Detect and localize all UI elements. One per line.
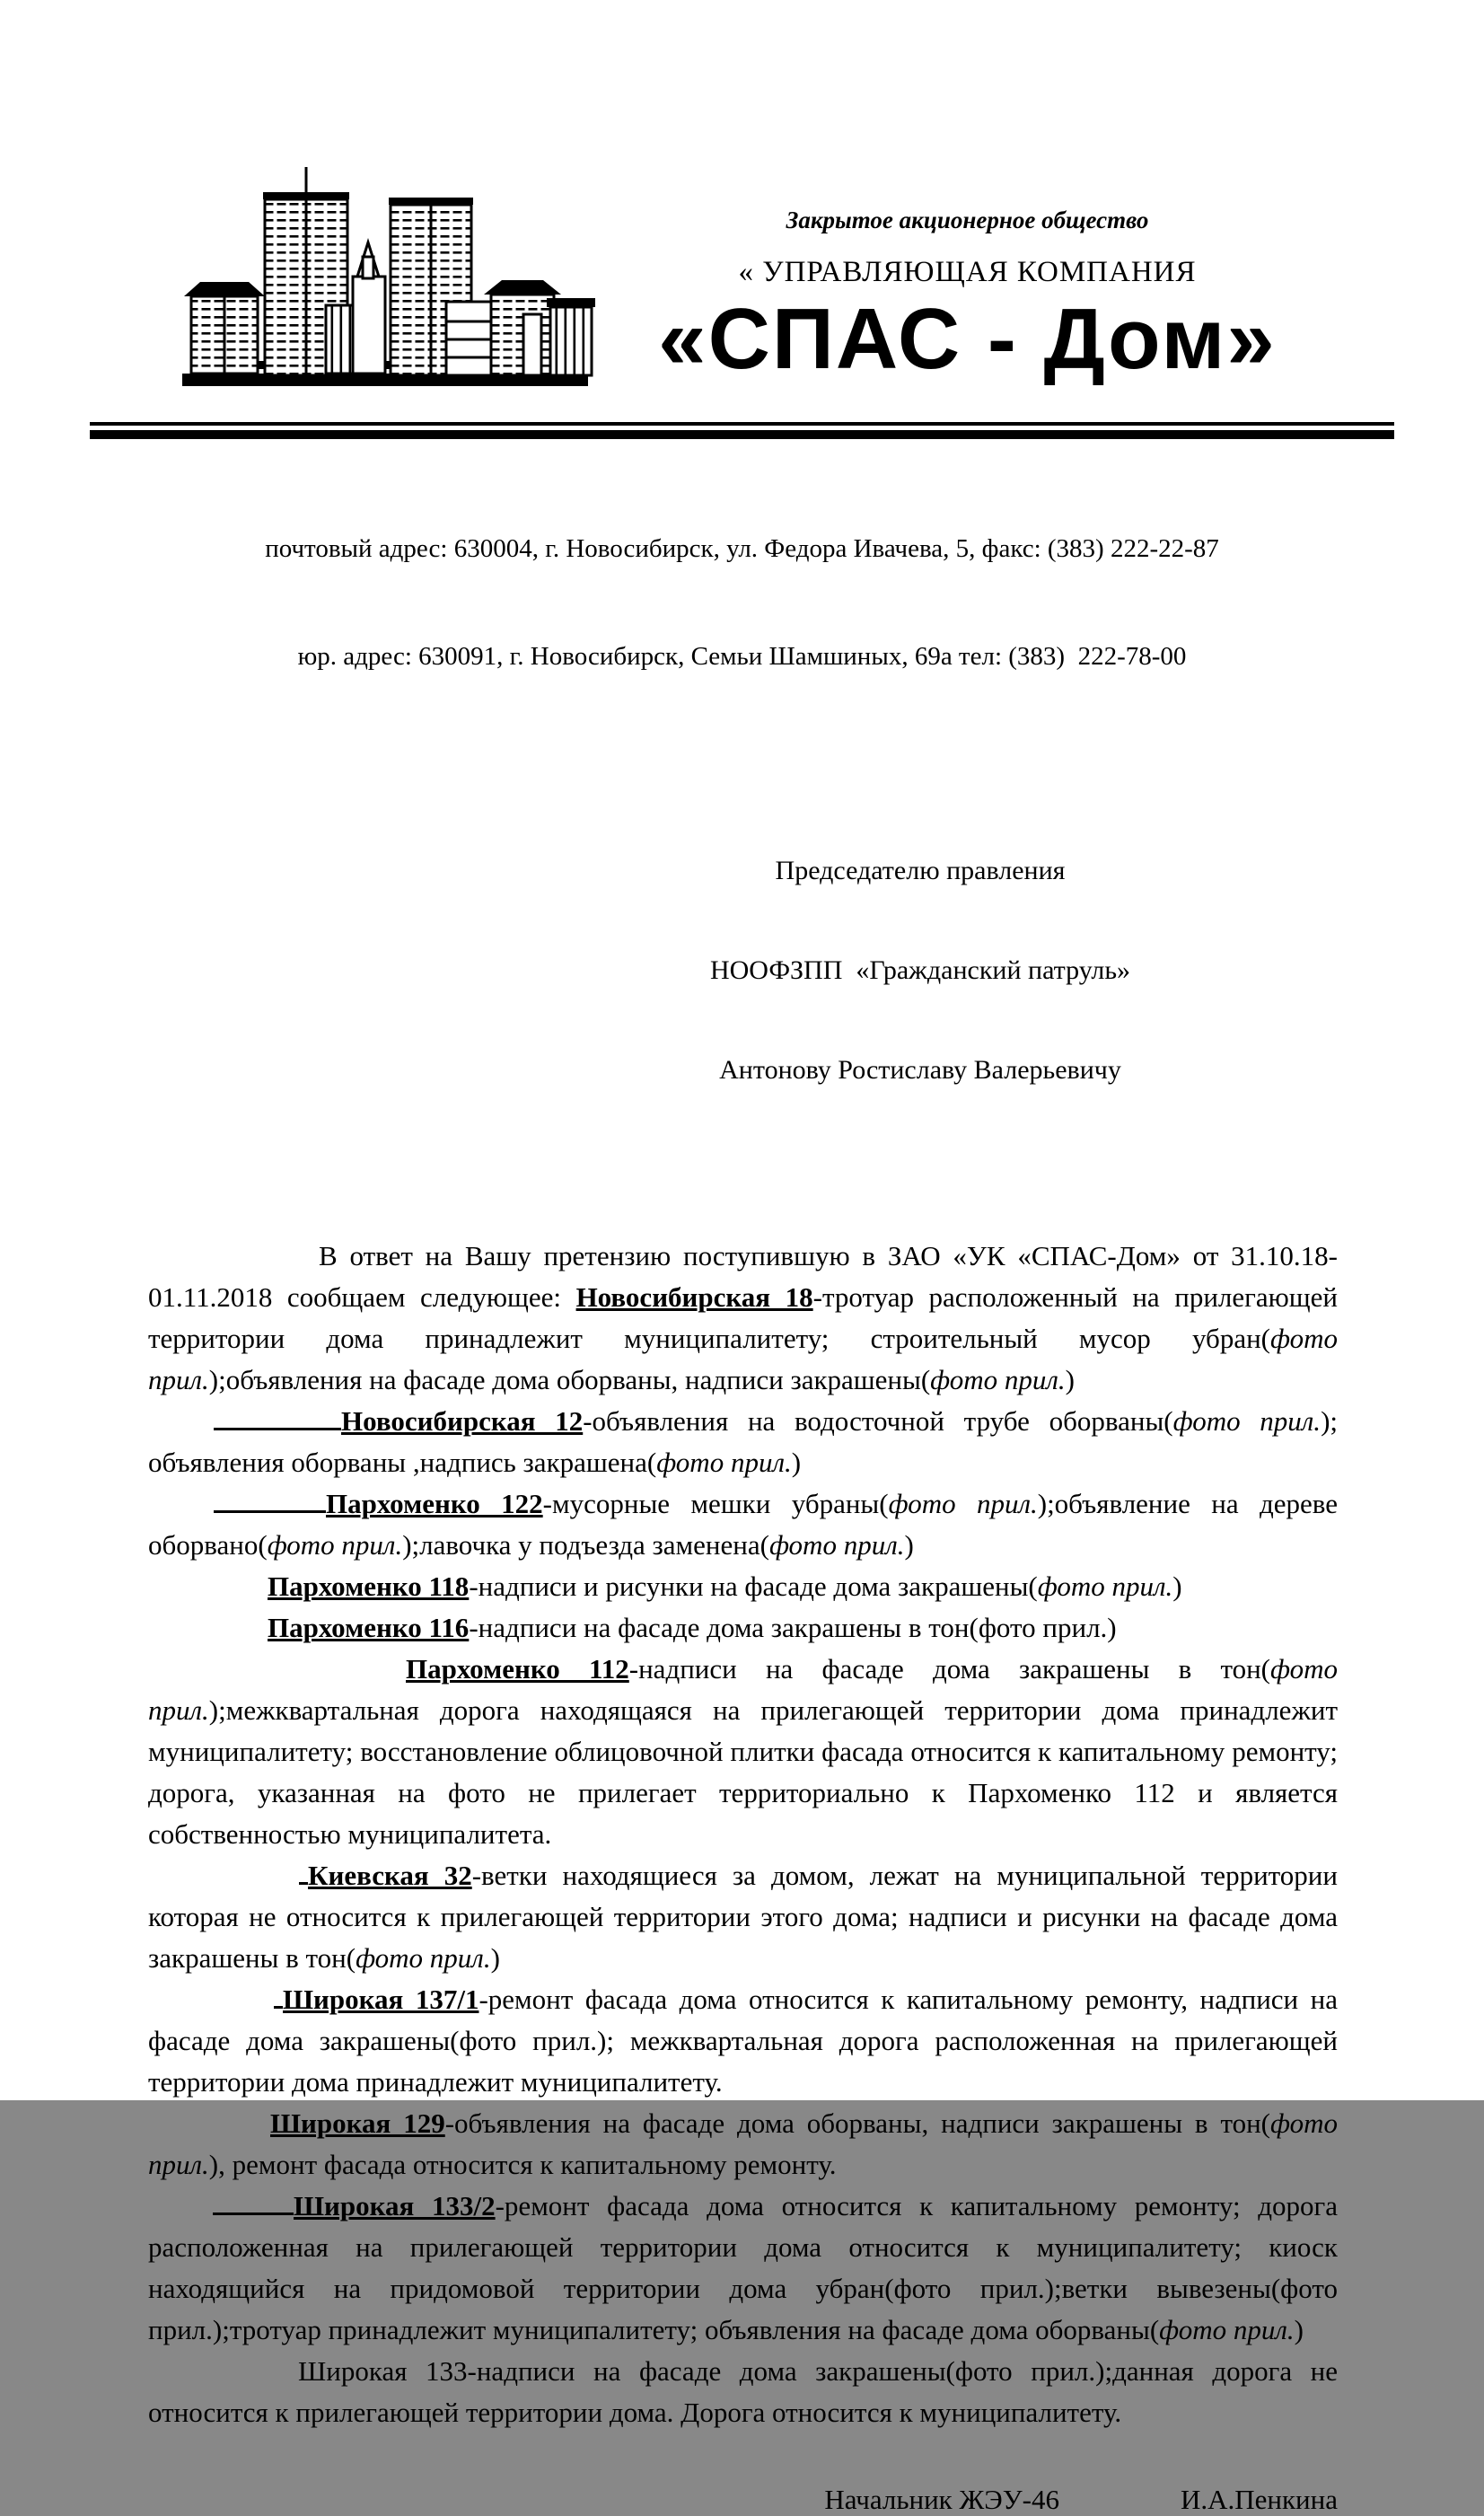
text-segment: фото прил.	[930, 1364, 1066, 1395]
letter-body	[148, 1236, 1338, 2433]
letterhead-divider	[90, 422, 1394, 439]
text-segment: Широкая 129	[270, 2107, 445, 2139]
text-segment: В ответ на Вашу претензию поступившую в ЗАО «УК «СПАС-Дом» от 31.10.18-01.11.2018 сообщаем следующее:	[148, 1240, 1338, 1313]
text-segment: фото прил.	[768, 1529, 905, 1561]
paragraph	[148, 1483, 1338, 1566]
recipient-line: Председателю правления	[775, 856, 1066, 885]
company-line: « УПРАВЛЯЮЩАЯ КОМПАНИЯ	[738, 256, 1197, 288]
text-segment: );межквартальная дорога находящаяся на прилегающей территории дома принадлежит муниципалитету; восстановление облицовочной плитки фасада относится к капитальному ремонту; дорога, указанная на фото не прилегает территориально к Пархоменко 112 и является собственностью муниципалитета.	[148, 1694, 1338, 1850]
text-segment: -мусорные мешки убраны(	[542, 1488, 889, 1519]
text-segment: Широкая 133-надписи на фасаде дома закрашены(фото прил.);данная дорога не относится к прилегающей территории дома. Дорога относится к муниципалитету.	[148, 2355, 1338, 2428]
text-segment: -объявления на водосточной трубе оборваны(	[583, 1405, 1173, 1437]
text-segment: фото прил.	[267, 1529, 403, 1561]
company-name: «СПАС - Дом»	[658, 291, 1277, 387]
text-segment: фото прил.	[1172, 1405, 1322, 1437]
recipient-line: Антонову Ростиславу Валерьевичу	[719, 1055, 1121, 1085]
paragraph	[148, 2186, 1338, 2351]
text-segment: фото прил.	[148, 2107, 1339, 2180]
text-segment: ), ремонт фасада относится к капитальному ремонту.	[208, 2149, 837, 2180]
text-segment: фото прил.	[1037, 1570, 1173, 1602]
tab-underline	[214, 1509, 326, 1513]
text-segment: -надписи на фасаде дома закрашены в тон(фото прил.)	[469, 1612, 1117, 1643]
tab-underline	[214, 1426, 341, 1430]
paragraph	[148, 2103, 1338, 2186]
divider-thin-line	[90, 422, 1394, 426]
text-segment: фото прил.	[1159, 2314, 1295, 2345]
tab-underline	[299, 1880, 308, 1885]
letterhead-text	[593, 160, 1342, 387]
recipient-line: НООФЗПП «Гражданский патруль»	[709, 955, 1131, 985]
text-segment: Киевская 32	[308, 1860, 472, 1891]
text-segment: фото прил.	[888, 1488, 1038, 1519]
paragraph	[148, 2351, 1338, 2433]
text-segment: фото прил.	[148, 1653, 1338, 1726]
signature-block	[148, 2484, 1338, 2516]
text-segment: );лавочка у подъезда заменена(	[402, 1529, 769, 1561]
paragraph	[148, 1979, 1338, 2103]
text-segment: фото прил.	[656, 1447, 792, 1478]
signature-position: Начальник ЖЭУ-46	[824, 2484, 1059, 2515]
text-segment: -ветки находящиеся за домом, лежат на муниципальной территории которая не относится к прилегающей территории этого дома; надписи и рисунки на фасаде дома закрашены в тон(	[148, 1860, 1338, 1974]
city-skyline-icon	[175, 160, 597, 400]
text-segment: -тротуар расположенный на прилегающей территории дома принадлежит муниципалитету; строительный мусор убран(	[148, 1281, 1338, 1354]
paragraph	[148, 1855, 1338, 1979]
text-segment: )	[1172, 1570, 1182, 1602]
text-segment: фото прил.	[148, 1323, 1338, 1395]
text-segment: Пархоменко 118	[268, 1570, 470, 1602]
text-segment: )	[904, 1529, 914, 1561]
text-segment: -объявления на фасаде дома оборваны, надписи закрашены в тон(	[444, 2107, 1271, 2139]
text-segment: )	[490, 1942, 500, 1974]
paragraph	[148, 1607, 1338, 1649]
letterhead	[0, 0, 1484, 404]
tab-underline	[213, 2211, 294, 2215]
text-segment: Широкая 137/1	[283, 1984, 479, 2015]
postal-address: почтовый адрес: 630004, г. Новосибирск, ул. Федора Ивачева, 5, факс: (383) 222-22-87	[265, 534, 1219, 563]
org-type: Закрытое акционерное общество	[786, 207, 1149, 233]
text-segment: -надписи на фасаде дома закрашены в тон(	[628, 1653, 1270, 1685]
signature-name: И.А.Пенкина	[1180, 2484, 1338, 2515]
text-segment: );объявление на дереве оборвано(	[148, 1488, 1339, 1561]
text-segment: Пархоменко 112	[406, 1653, 629, 1685]
text-segment: )	[791, 1447, 802, 1478]
text-segment: Новосибирская 18	[575, 1281, 813, 1313]
legal-address: юр. адрес: 630091, г. Новосибирск, Семьи Шамшиных, 69а тел: (383) 222-78-00	[297, 642, 1187, 671]
divider-thick-line	[90, 430, 1394, 439]
paragraph	[148, 1649, 1338, 1855]
paragraph	[148, 1401, 1338, 1483]
text-segment: )	[1294, 2314, 1304, 2345]
text-segment: Новосибирская 12	[341, 1405, 584, 1437]
text-segment: );объявления на фасаде дома оборваны, надписи закрашены(	[208, 1364, 931, 1395]
text-segment: -ремонт фасада дома относится к капитальному ремонту; дорога расположенная на прилегающей территории дома относится к муниципалитету; киоск находящийся на придомовой территории дома убран(фото прил.);ветки вывезены(фото прил.);тротуар принадлежит муниципалитету; объявления на фасаде дома оборваны(	[148, 2190, 1339, 2345]
text-segment: Широкая 133/2	[294, 2190, 496, 2221]
address-block	[0, 459, 1484, 746]
text-segment: -ремонт фасада дома относится к капитальному ремонту, надписи на фасаде дома закрашены(фото прил.); межквартальная дорога расположенная на прилегающей территории дома принадлежит муниципалитету.	[148, 1984, 1339, 2098]
text-segment: Пархоменко 122	[326, 1488, 543, 1519]
paragraph	[148, 1566, 1338, 1607]
text-segment: -надписи и рисунки на фасаде дома закрашены(	[469, 1570, 1038, 1602]
text-segment: ); объявления оборваны ,надпись закрашена(	[148, 1405, 1338, 1478]
paragraph	[148, 1236, 1338, 1401]
text-segment: Пархоменко 116	[268, 1612, 470, 1643]
recipient-block	[709, 787, 1131, 1153]
text-segment: фото прил.	[356, 1942, 491, 1974]
tab-underline	[274, 2004, 283, 2009]
text-segment: )	[1065, 1364, 1075, 1395]
